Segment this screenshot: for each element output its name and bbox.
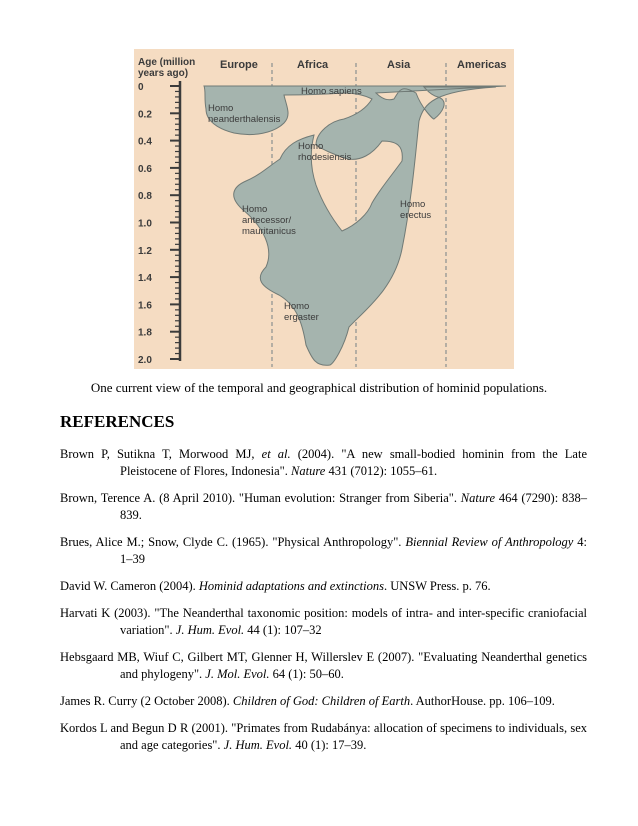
reference-italic-text: J. Hum. Evol.: [223, 738, 293, 752]
reference-text: (2004). "A new small-bodied hominin from the Late Pleistocene of Flores, Indonesia".: [120, 447, 587, 478]
reference-text: 4: 1–39: [120, 535, 587, 566]
y-axis-title: Age (million: [138, 57, 196, 68]
references-list: [60, 446, 587, 764]
reference-text: 40 (1): 17–39.: [292, 738, 367, 752]
reference-entry: [60, 446, 587, 480]
species-label-neanderthalensis: Homo: [208, 103, 234, 114]
hominid-distribution-figure: [134, 49, 514, 369]
reference-entry: [60, 534, 587, 568]
y-tick-label: 1.4: [138, 273, 152, 285]
region-label-africa: Africa: [297, 59, 329, 71]
reference-text: Brown, Terence A. (8 April 2010). "Human evolution: Stranger from Siberia".: [60, 491, 461, 505]
region-label-asia: Asia: [387, 59, 411, 71]
y-tick-label: 0.6: [138, 163, 152, 175]
reference-text: 431 (7012): 1055–61.: [325, 464, 438, 478]
y-tick-label: 1.0: [138, 218, 152, 230]
reference-italic-text: et al.: [261, 447, 291, 461]
reference-text: 464 (7290): 838–839.: [120, 491, 587, 522]
y-tick-label: 1.6: [138, 300, 152, 312]
reference-italic-text: Hominid adaptations and extinctions: [198, 579, 384, 593]
reference-italic-text: J. Mol. Evol.: [205, 667, 270, 681]
reference-entry: [60, 693, 587, 710]
y-tick-label: 0: [138, 82, 144, 93]
reference-text: . AuthorHouse. pp. 106–109.: [410, 694, 555, 708]
y-tick-label: 2.0: [138, 355, 152, 366]
reference-entry: [60, 720, 587, 754]
species-label-homo-sapiens: Homo sapiens: [301, 86, 362, 97]
species-label-antecessor-line3: mauritanicus: [242, 226, 296, 237]
reference-italic-text: Nature: [291, 464, 326, 478]
reference-italic-text: Biennial Review of Anthropology: [405, 535, 574, 549]
y-tick-label: 0.2: [138, 109, 152, 121]
reference-text: . UNSW Press. p. 76.: [383, 579, 491, 593]
reference-entry: [60, 605, 587, 639]
reference-text: David W. Cameron (2004).: [60, 579, 199, 593]
reference-text: Harvati K (2003). "The Neanderthal taxonomic position: models of intra- and inter-specific craniofacial variation".: [60, 606, 587, 637]
species-label-antecessor-line2: antecessor/: [242, 215, 292, 226]
region-label-europe: Europe: [220, 59, 258, 71]
species-label-ergaster: Homo: [284, 301, 310, 312]
reference-italic-text: Children of God: Children of Earth: [232, 694, 411, 708]
reference-text: James R. Curry (2 October 2008).: [60, 694, 233, 708]
species-label-antecessor: Homo: [242, 204, 268, 215]
species-label-erectus-line2: erectus: [400, 210, 432, 221]
species-label-erectus: Homo: [400, 199, 426, 210]
region-label-americas: Americas: [457, 59, 507, 71]
species-label-rhodesiensis-line2: rhodesiensis: [298, 152, 352, 163]
reference-text: Brues, Alice M.; Snow, Clyde C. (1965). "Physical Anthropology".: [60, 535, 406, 549]
reference-text: Kordos L and Begun D R (2001). "Primates from Rudabánya: allocation of specimens to individuals, sex and age categories".: [60, 721, 587, 752]
y-axis: [138, 81, 180, 366]
reference-italic-text: J. Hum. Evol.: [175, 623, 245, 637]
y-tick-label: 0.8: [138, 191, 152, 203]
figure-caption: One current view of the temporal and geographical distribution of hominid populations.: [90, 380, 548, 395]
reference-entry: [60, 490, 587, 524]
hominid-distribution-diagram: [134, 49, 514, 369]
reference-italic-text: Nature: [460, 491, 496, 505]
species-label-neanderthalensis-line2: neanderthalensis: [208, 114, 281, 125]
reference-text: Hebsgaard MB, Wiuf C, Gilbert MT, Glenner H, Willerslev E (2007). "Evaluating Neanderthal genetics and phylogeny".: [60, 650, 587, 681]
y-tick-label: 1.2: [138, 245, 152, 257]
species-label-ergaster-line2: ergaster: [284, 312, 319, 323]
y-axis-title-line2: years ago): [138, 68, 189, 79]
reference-entry: [60, 578, 587, 595]
reference-text: 44 (1): 107–32: [244, 623, 322, 637]
reference-text: 64 (1): 50–60.: [269, 667, 344, 681]
reference-entry: [60, 649, 587, 683]
y-tick-label: 1.8: [138, 327, 152, 339]
reference-text: Brown P, Sutikna T, Morwood MJ,: [60, 447, 262, 461]
species-label-rhodesiensis: Homo: [298, 141, 324, 152]
y-tick-label: 0.4: [138, 136, 152, 148]
references-heading: REFERENCES: [60, 412, 175, 431]
